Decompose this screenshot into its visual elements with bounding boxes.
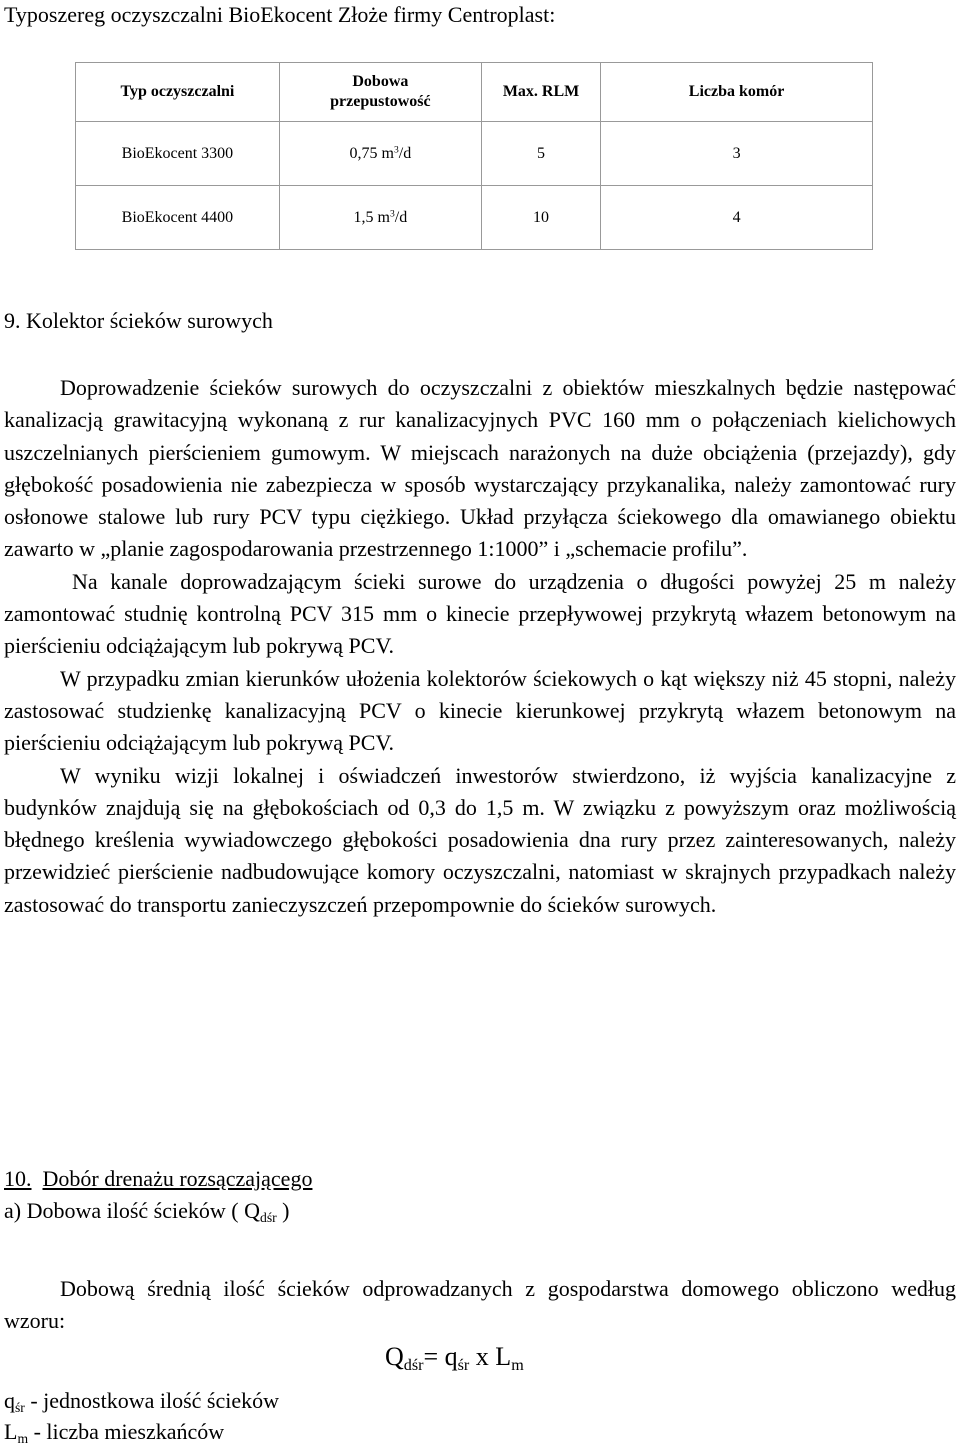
table-header-cell: [279, 63, 481, 122]
table-header-row: [76, 63, 873, 122]
section-9-body: [4, 372, 956, 921]
section-10-body: [4, 1273, 956, 1337]
formula-eq: = q: [423, 1342, 458, 1371]
formula-l-subscript: m: [511, 1356, 524, 1374]
flow-superscript: 3: [389, 207, 395, 219]
paragraph: Dobową średnią ilość ścieków odprowadzanych z gospodarstwa domowego obliczono według wzoru:: [4, 1276, 956, 1333]
flow-unit: /d: [398, 144, 412, 162]
header-flow-text: Dobowa przepustowość: [330, 73, 431, 110]
formula-q: Q: [385, 1342, 404, 1371]
table-row: [76, 122, 873, 186]
definitions: [4, 1385, 279, 1447]
table-header-cell: Liczba komór: [601, 63, 873, 122]
subsection-a: [4, 1195, 312, 1227]
treatment-plant-table: [75, 62, 873, 250]
paragraph: W przypadku zmian kierunków ułożenia kolektorów ściekowych o kąt większy niż 45 stopni, należy zastosować studzienkę kanalizacyjną PCV o kinecie kierunkowej przykrytą włazem betonowym na pierścieniu odciążającym lub pokrywą PCV.: [4, 665, 956, 756]
definition-q: [4, 1385, 279, 1416]
formula-x: x L: [469, 1342, 512, 1371]
table-row: [76, 186, 873, 250]
section-10: [4, 1163, 312, 1227]
table-cell-flow: [279, 186, 481, 250]
table-header-cell: Typ oczyszczalni: [76, 63, 280, 122]
table-cell-flow: [279, 122, 481, 186]
formula: [385, 1337, 524, 1377]
subsection-a-subscript: dśr: [260, 1210, 277, 1226]
def-subscript: śr: [15, 1400, 25, 1416]
section-9-title: 9. Kolektor ścieków surowych: [4, 308, 273, 333]
table-cell-rlm: 10: [481, 186, 600, 250]
table-cell-type: BioEkocent 4400: [76, 186, 280, 250]
definition-l: [4, 1416, 279, 1447]
def-text: - jednostkowa ilość ścieków: [24, 1388, 280, 1413]
table-cell-chambers: 3: [601, 122, 873, 186]
page-heading: Typoszereg oczyszczalni BioEkocent Złoże firmy Centroplast:: [4, 2, 556, 27]
flow-value: 0,75 m: [349, 144, 394, 162]
table-header-cell: Max. RLM: [481, 63, 600, 122]
flow-superscript: 3: [393, 143, 399, 155]
def-symbol: q: [4, 1388, 15, 1413]
def-text: - liczba mieszkańców: [28, 1419, 225, 1444]
paragraph: Na kanale doprowadzającym ścieki surowe do urządzenia o długości powyżej 25 m należy zamontować studnię kontrolną PCV 315 mm o kinecie przepływowej przykrytą włazem betonowym na pierścieniu odciążającym lub pokrywą PCV.: [4, 568, 956, 659]
def-subscript: m: [17, 1431, 29, 1447]
subsection-a-end: ): [276, 1198, 290, 1223]
paragraph: Doprowadzenie ścieków surowych do oczyszczalni z obiektów mieszkalnych będzie następować kanalizacją grawitacyjną wykonaną z rur kanalizacyjnych PVC 160 mm o połączeniach kielichowych uszczelnianych pierścieniem gumowym. W miejscach narażonych na duże obciążenia (przejazdy), gdy głębokość posadowienia nie zabezpiecza w sposób wystarczający przykanalika, należy zamontować rury osłonowe stalowe lub rury PCV typu ciężkiego. Układ przyłącza ściekowego dla omawianego obiektu zawarto w „planie zagospodarowania przestrzennego 1:1000” i „schemacie profilu”.: [4, 375, 956, 562]
section-10-number: 10.: [4, 1166, 32, 1191]
section-10-title: [4, 1163, 312, 1195]
table-cell-chambers: 4: [601, 186, 873, 250]
table-cell-rlm: 5: [481, 122, 600, 186]
paragraph: W wyniku wizji lokalnej i oświadczeń inwestorów stwierdzono, iż wyjścia kanalizacyjne z budynków znajdują się na głębokościach od 0,3 do 1,5 m. W związku z powyższym oraz możliwością błędnego kreślenia wywiadowczego głębokości posadowienia dna rury przez zainteresowanych, należy przewidzieć pierścienie nadbudowujące komory oczyszczalni, natomiast w skrajnych przypadkach należy zastosować do transportu zanieczyszczeń przepompownie do ścieków surowych.: [4, 762, 956, 917]
flow-unit: /d: [394, 208, 408, 226]
def-symbol: L: [4, 1419, 18, 1444]
formula-q-subscript: dśr: [403, 1356, 424, 1374]
subsection-a-text: a) Dobowa ilość ścieków ( Q: [4, 1198, 260, 1223]
section-10-title-text: Dobór drenażu rozsączającego: [42, 1166, 313, 1191]
flow-value: 1,5 m: [353, 208, 390, 226]
table-cell-type: BioEkocent 3300: [76, 122, 280, 186]
formula-qs-subscript: śr: [457, 1356, 470, 1374]
